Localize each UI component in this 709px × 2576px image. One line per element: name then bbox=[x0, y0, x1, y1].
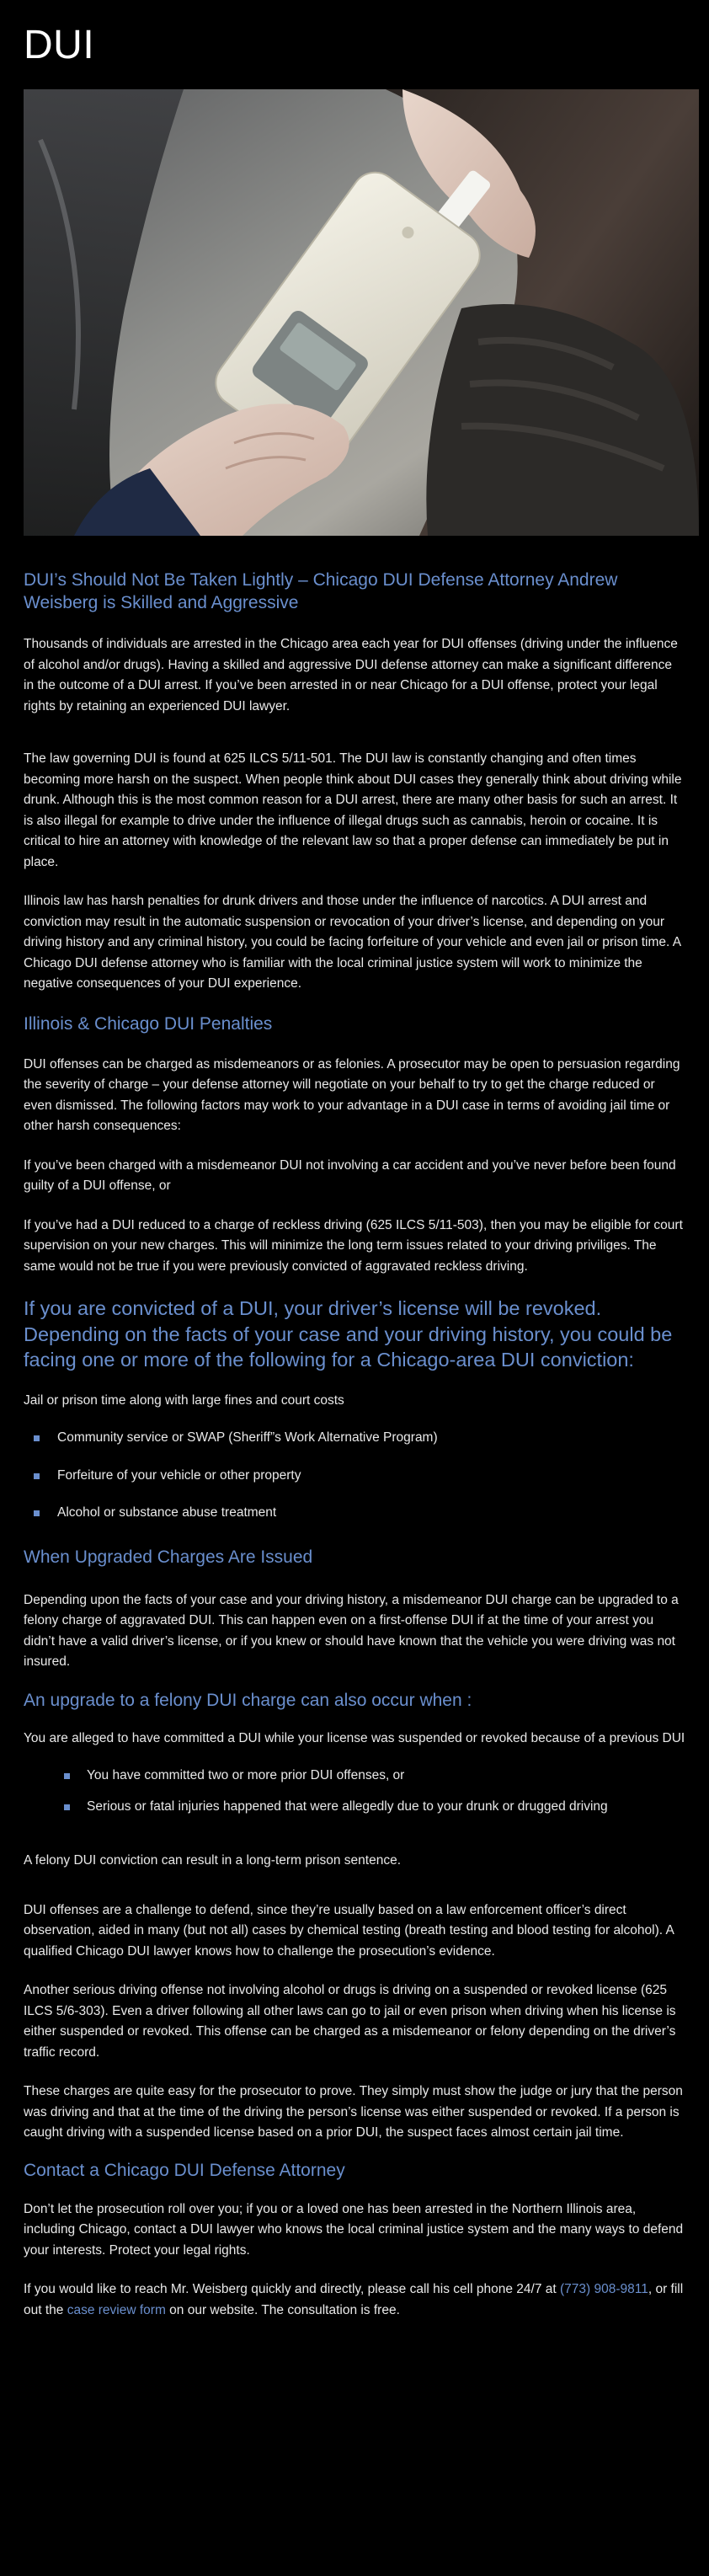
felony-heading: An upgrade to a felony DUI charge can also occur when : bbox=[24, 1690, 472, 1710]
penalties-paragraph-2: If you’ve been charged with a misdemeanor DUI not involving a car accident and you’ve never before been found guilty of a DUI offense, or bbox=[24, 1157, 676, 1193]
contact-paragraph-2 bbox=[24, 2279, 685, 2321]
felony-paragraph-3: DUI offenses are a challenge to defend, since they’re usually based on a law enforcement officer’s direct observation, aided in many (but not all) cases by chemical testing (breath testing and blood testing for alcohol). A qualified Chicago DUI lawyer knows how to challenge the prosecution’s evidence. bbox=[24, 1902, 674, 1959]
felony-list bbox=[24, 1766, 685, 1817]
penalties-paragraph-1: DUI offenses can be charged as misdemeanors or as felonies. A prosecutor may be open to persuasion regarding the severity of charge – your defense attorney will negotiate on your behalf to try to get the charge reduced or even dismissed. The following factors may work to your advantage in a DUI case in terms of avoiding jail time or other harsh consequences: bbox=[24, 1056, 680, 1133]
upgraded-paragraph-1: Depending upon the facts of your case and your driving history, a misdemeanor DUI charge can be upgraded to a felony charge of aggravated DUI. This can happen even on a first-offense DUI if at the time of your arrest you didn’t have a valid driver’s license, or if you knew or should have known that the vehicle you were driving was not insured. bbox=[24, 1592, 679, 1669]
felony-paragraph-5: These charges are quite easy for the prosecutor to prove. They simply must show the judge or jury that the person was driving and that at the time of the driving the person’s license was either suspended or revoked. If a person is caught driving with a suspended license based on a prior DUI, the suspect faces almost certain jail time. bbox=[24, 2084, 683, 2140]
felony-paragraph-1: You are alleged to have committed a DUI while your license was suspended or revoked because of a previous DUI bbox=[24, 1730, 685, 1745]
intro-paragraph-3: Illinois law has harsh penalties for drunk drivers and those under the influence of narcotics. A DUI arrest and conviction may result in the automatic suspension or revocation of your driver’s license, and depending on your driving history and any criminal history, you could be facing forfeiture of your vehicle and even jail or prison time. A Chicago DUI defense attorney who is familiar with the local criminal justice system will work to minimize the negative consequences of your DUI experience. bbox=[24, 894, 681, 991]
convicted-paragraph-1: Jail or prison time along with large fines and court costs bbox=[24, 1392, 344, 1408]
contact-text-a: If you would like to reach Mr. Weisberg quickly and directly, please call his cell phone 24/7 at bbox=[24, 2282, 560, 2296]
case-review-form-link[interactable]: case review form bbox=[67, 2302, 166, 2317]
hero-image bbox=[24, 89, 699, 536]
contact-paragraph-1: Don’t let the prosecution roll over you; if you or a loved one has been arrested in the Northern Illinois area, including Chicago, contact a DUI lawyer who knows the local criminal justice system and the many ways to defend your interests. Protect your legal rights. bbox=[24, 2201, 684, 2258]
list-item: Community service or SWAP (Sheriff”s Work Alternative Program) bbox=[24, 1428, 685, 1449]
breathalyzer-icon bbox=[24, 89, 699, 536]
penalties-paragraph-3: If you’ve had a DUI reduced to a charge of reckless driving (625 ILCS 5/11-503), then you may be eligible for court supervision on your new charges. This will minimize the long term issues related to your driving priviliges. The same would not be true if you were previously convicted of aggravated reckless driving. bbox=[24, 1217, 683, 1274]
intro-paragraph-1: Thousands of individuals are arrested in the Chicago area each year for DUI offenses (driving under the influence of alcohol and/or drugs). Having a skilled and aggressive DUI defense attorney can make a significant difference in the outcome of a DUI arrest. If you’ve been arrested in or near Chicago for a DUI offense, protect your legal rights by retaining an experienced DUI lawyer. bbox=[24, 637, 678, 713]
list-item: Serious or fatal injuries happened that were allegedly due to your drunk or drugged driving bbox=[24, 1797, 685, 1818]
upgraded-heading: When Upgraded Charges Are Issued bbox=[24, 1547, 313, 1567]
list-item: Alcohol or substance abuse treatment bbox=[24, 1503, 685, 1524]
felony-paragraph-4: Another serious driving offense not involving alcohol or drugs is driving on a suspended or revoked license (625 ILCS 5/6-303). Even a driver following all other laws can go to jail or even prison when driving when his license is either suspended or revoked. This offense can be charged as a misdemeanor or felony depending on the driver’s traffic record. bbox=[24, 1983, 676, 2060]
list-item: Forfeiture of your vehicle or other property bbox=[24, 1466, 685, 1487]
intro-heading: DUI’s Should Not Be Taken Lightly – Chicago DUI Defense Attorney Andrew Weisberg is Skilled and Aggressive bbox=[24, 570, 618, 612]
list-item: You have committed two or more prior DUI offenses, or bbox=[24, 1766, 685, 1787]
convicted-list bbox=[24, 1428, 685, 1524]
contact-text-c: on our website. The consultation is free. bbox=[165, 2302, 400, 2317]
felony-paragraph-2: A felony DUI conviction can result in a long-term prison sentence. bbox=[24, 1853, 402, 1868]
phone-link[interactable]: (773) 908-9811 bbox=[559, 2282, 648, 2296]
contact-text-b: , or fill out the bbox=[24, 2282, 684, 2317]
intro-paragraph-2: The law governing DUI is found at 625 ILCS 5/11-501. The DUI law is constantly changing and often times becoming more harsh on the suspect. When people think about DUI cases they generally think about driving while drunk. Although this is the most common reason for a DUI arrest, there are many other basis for such an arrest. It is also illegal for example to drive under the influence of illegal drugs such as cannabis, heroin or cocaine. It is critical to hire an attorney with knowledge of the relevant law so that a proper defense can immediately be put in place. bbox=[24, 751, 682, 869]
convicted-heading: If you are convicted of a DUI, your driver’s license will be revoked. Depending on the facts of your case and your driving history, you could be facing one or more of the following for a Chicago-area DUI conviction: bbox=[24, 1297, 673, 1371]
contact-heading: Contact a Chicago DUI Defense Attorney bbox=[24, 2160, 345, 2180]
page-title: DUI bbox=[24, 23, 95, 67]
penalties-heading: Illinois & Chicago DUI Penalties bbox=[24, 1013, 273, 1034]
